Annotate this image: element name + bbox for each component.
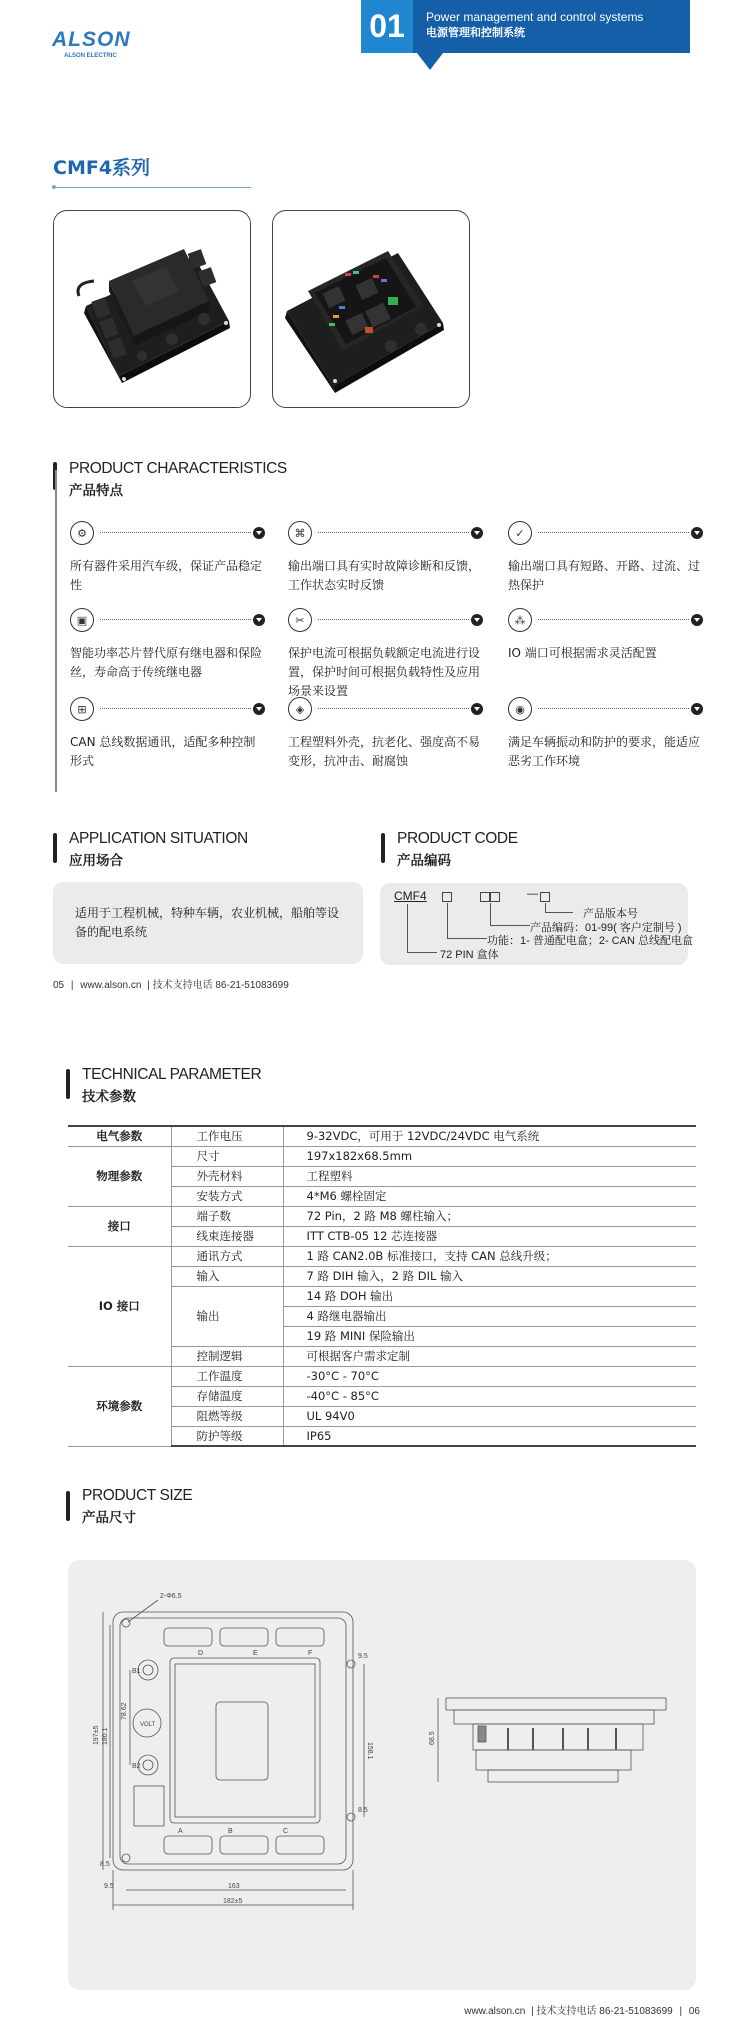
code-dash: — [527, 888, 538, 900]
page-footer-left [53, 976, 289, 991]
leader-line [490, 925, 530, 926]
feature-item [288, 697, 483, 771]
param-cell: 阻燃等级 [171, 1406, 283, 1426]
chevron-down-icon [471, 527, 483, 539]
connector-d [164, 1628, 212, 1646]
feature-text: 输出端口具有实时故障诊断和反馈，工作状态实时反馈 [288, 559, 481, 592]
chevron-down-icon [253, 703, 265, 715]
dim-total-height: 197±5 [93, 1725, 100, 1745]
code-label-pins: 72 PIN 盒体 [440, 949, 499, 961]
side-stud [478, 1726, 486, 1742]
feature-item [70, 521, 265, 595]
feature-text: CAN 总线数据通讯，适配多种控制形式 [70, 735, 256, 768]
stud-b2-core [143, 1760, 153, 1770]
feature-item [508, 697, 703, 771]
side-view-base [488, 1770, 618, 1782]
param-cell: 安装方式 [171, 1186, 283, 1206]
gear-chip-icon: ⚙ [70, 521, 94, 545]
value-cell: 1 路 CAN2.0B 标准接口，支持 CAN 总线升级； [283, 1246, 696, 1266]
size-drawing-panel [68, 1560, 696, 1990]
mount-hole [347, 1813, 355, 1821]
param-cell: 通讯方式 [171, 1246, 283, 1266]
param-cell: 工作电压 [171, 1126, 283, 1146]
can-bus-icon: ⊞ [70, 697, 94, 721]
code-slot-function [442, 892, 452, 902]
section-accent-bar [66, 1069, 70, 1099]
value-cell: 9-32VDC，可用于 12VDC/24VDC 电气系统 [283, 1126, 696, 1146]
application-title-en: APPLICATION SITUATION [69, 830, 248, 847]
connector-f [276, 1628, 324, 1646]
application-text: 适用于工程机械，特种车辆，农业机械，船舶等设备的配电系统 [75, 906, 340, 939]
technical-title-cn: 技术参数 [82, 1089, 136, 1105]
lid-outline [170, 1658, 320, 1823]
product-code-title-cn: 产品编码 [397, 853, 451, 869]
dim-offset-right: 8.5 [358, 1807, 368, 1814]
connector-e [220, 1628, 268, 1646]
dim-right-span: 158.1 [366, 1742, 373, 1760]
section-vertical-line [55, 470, 57, 792]
param-cell: 端子数 [171, 1206, 283, 1226]
leader-line [407, 952, 437, 953]
feature-text: 智能功率芯片替代原有继电器和保险丝，寿命高于传统继电器 [70, 646, 263, 679]
table-row [68, 1246, 696, 1266]
feature-item [508, 608, 703, 663]
value-cell: 197x182x68.5mm [283, 1146, 696, 1166]
dotted-divider [100, 532, 251, 533]
feature-text: 工程塑料外壳，抗老化、强度高不易变形，抗冲击、耐腐蚀 [288, 735, 481, 768]
product-photo-open [272, 210, 470, 408]
dotted-divider [538, 532, 689, 533]
product-code-heading [397, 830, 518, 869]
footer-separator: | [679, 2006, 683, 2017]
code-prefix: CMF4 [394, 889, 427, 903]
size-title-cn: 产品尺寸 [82, 1510, 136, 1526]
feature-item [508, 521, 703, 595]
feature-item [288, 608, 483, 701]
page-number: 06 [688, 2006, 700, 2017]
product-open-image [273, 211, 470, 408]
dim-hole: 2-Φ6.5 [160, 1593, 182, 1600]
product-code-title-en: PRODUCT CODE [397, 830, 518, 847]
marker-a: A [178, 1828, 183, 1835]
mount-hole [122, 1854, 130, 1862]
leader-line [447, 938, 487, 939]
marker-b: B [228, 1828, 233, 1835]
dim-offset-left: 9.5 [104, 1883, 114, 1890]
value-cell: 可根据客户需求定制 [283, 1346, 696, 1366]
label-area [216, 1702, 268, 1780]
value-cell: IP65 [283, 1426, 696, 1446]
code-label-version: 产品版本号 [583, 908, 638, 920]
support-phone: | 技术支持电话 86-21-51083699 [531, 2006, 673, 2017]
section-accent-bar [381, 833, 385, 863]
leader-line [490, 903, 491, 926]
stud-b1-core [143, 1665, 153, 1675]
group-cell: 电气参数 [68, 1126, 171, 1146]
marker-d: D [198, 1650, 204, 1657]
dim-total-width: 182±5 [223, 1898, 243, 1905]
chevron-down-icon [253, 614, 265, 626]
param-cell: 存储温度 [171, 1386, 283, 1406]
feature-text: 保护电流可根据负载额定电流进行设置，保护时间可根据负载特性及应用场景来设置 [288, 646, 481, 698]
value-cell: 工程塑料 [283, 1166, 696, 1186]
feature-item [288, 521, 483, 595]
connector-b [220, 1836, 268, 1854]
technical-heading [82, 1066, 261, 1105]
stud-b1 [138, 1660, 158, 1680]
value-cell: 4 路继电器输出 [283, 1306, 696, 1326]
website-link[interactable]: www.alson.cn [464, 2006, 526, 2017]
section-accent-bar [53, 833, 57, 863]
banner-title-cn: 电源管理和控制系统 [426, 26, 525, 39]
value-cell: 7 路 DIH 输入，2 路 DIL 输入 [283, 1266, 696, 1286]
title-underline [53, 187, 251, 188]
shield-target-icon: ◉ [508, 697, 532, 721]
marker-f: F [308, 1650, 313, 1657]
dotted-divider [538, 708, 689, 709]
top-view-outline [113, 1612, 353, 1870]
leader-line [447, 903, 448, 939]
section-accent-bar [66, 1491, 70, 1521]
side-view-connectors [473, 1724, 643, 1750]
marker-c: C [283, 1828, 289, 1835]
dotted-divider [318, 708, 469, 709]
code-slot-customer-1 [480, 892, 490, 902]
dim-stud-span: 78.62 [121, 1702, 128, 1720]
chevron-down-icon [471, 614, 483, 626]
banner-title-en: Power management and control systems [426, 10, 644, 24]
stud-b2 [138, 1755, 158, 1775]
value-cell: UL 94V0 [283, 1406, 696, 1426]
size-heading [82, 1487, 192, 1526]
characteristics-title-cn: 产品特点 [69, 483, 123, 499]
feature-item [70, 608, 265, 682]
banner-number: 01 [361, 0, 413, 53]
param-cell: 线束连接器 [171, 1226, 283, 1246]
value-cell: ITT CTB-05 12 芯连接器 [283, 1226, 696, 1246]
code-label-customer: 产品编码：01-99( 客户定制号 ) [530, 922, 682, 934]
feature-text: IO 端口可根据需求灵活配置 [508, 646, 657, 660]
alson-logo [52, 28, 152, 59]
group-cell: 物理参数 [68, 1146, 171, 1206]
param-cell: 控制逻辑 [171, 1346, 283, 1366]
feature-item [70, 697, 265, 771]
tools-icon: ✂ [288, 608, 312, 632]
side-view-lid [476, 1750, 631, 1770]
mount-hole [122, 1619, 130, 1627]
value-cell: 19 路 MINI 保险输出 [283, 1326, 696, 1346]
dotted-divider [318, 619, 469, 620]
value-cell: 4*M6 螺栓固定 [283, 1186, 696, 1206]
dim-offset-top: 9.5 [358, 1653, 368, 1660]
leader-line [407, 904, 408, 953]
cable-block [134, 1786, 164, 1826]
footer-separator: | [70, 980, 74, 991]
connector-c [276, 1836, 324, 1854]
dotted-divider [318, 532, 469, 533]
banner-pointer [417, 53, 443, 70]
table-row [68, 1206, 696, 1226]
chevron-down-icon [691, 527, 703, 539]
banner-body [413, 0, 690, 53]
group-cell: IO 接口 [68, 1246, 171, 1366]
characteristics-heading [69, 460, 287, 499]
value-cell: -40°C - 85°C [283, 1386, 696, 1406]
value-cell: 72 Pin，2 路 M8 螺柱输入； [283, 1206, 696, 1226]
chevron-down-icon [253, 527, 265, 539]
table-row [68, 1366, 696, 1386]
table-row [68, 1146, 696, 1166]
application-heading [69, 830, 248, 869]
dotted-divider [100, 708, 251, 709]
lid-inner [175, 1664, 315, 1817]
chevron-down-icon [471, 703, 483, 715]
dim-inner-height: 180.1 [102, 1727, 109, 1745]
value-cell: -30°C - 70°C [283, 1366, 696, 1386]
hole-leader [128, 1600, 158, 1622]
application-box [53, 882, 363, 964]
dim-offset-bottom: 8.5 [100, 1861, 110, 1868]
code-slot-customer-2 [490, 892, 500, 902]
technical-parameter-table [68, 1125, 696, 1447]
page-footer-right [464, 2002, 700, 2017]
marker-e: E [253, 1650, 258, 1657]
feature-text: 所有器件采用汽车级，保证产品稳定性 [70, 559, 263, 592]
cube-box-icon: ◈ [288, 697, 312, 721]
support-phone: | 技术支持电话 86-21-51083699 [147, 980, 289, 991]
param-cell: 尺寸 [171, 1146, 283, 1166]
application-title-cn: 应用场合 [69, 853, 123, 869]
logo-subtitle: ALSON ELECTRIC [64, 53, 117, 59]
connector-a [164, 1836, 212, 1854]
size-title-en: PRODUCT SIZE [82, 1487, 193, 1504]
param-cell: 防护等级 [171, 1426, 283, 1446]
param-cell: 输入 [171, 1266, 283, 1286]
dimension-drawing [68, 1560, 696, 1990]
technical-title-en: TECHNICAL PARAMETER [82, 1066, 262, 1083]
series-title: CMF4系列 [53, 157, 151, 179]
volt-label: VOLT [140, 1722, 156, 1728]
page-number: 05 [53, 980, 65, 991]
table-row [68, 1126, 696, 1146]
leader-line [545, 912, 573, 913]
shield-check-icon: ✓ [508, 521, 532, 545]
feature-text: 满足车辆振动和防护的要求，能适应恶劣工作环境 [508, 735, 701, 768]
code-label-function: 功能：1- 普通配电盒；2- CAN 总线配电盒 [487, 935, 693, 947]
feature-text: 输出端口具有短路、开路、过流、过热保护 [508, 559, 701, 592]
param-cell: 输出 [171, 1286, 283, 1346]
dotted-divider [538, 619, 689, 620]
mount-hole [347, 1660, 355, 1668]
code-slot-version [540, 892, 550, 902]
dim-side-height: 68.5 [429, 1731, 436, 1745]
dotted-divider [100, 619, 251, 620]
side-view-flange [446, 1698, 666, 1710]
value-cell: 14 路 DOH 输出 [283, 1286, 696, 1306]
logo-wordmark: ALSON [52, 28, 131, 51]
network-nodes-icon: ⁂ [508, 608, 532, 632]
param-cell: 外壳材料 [171, 1166, 283, 1186]
section-banner [361, 0, 690, 53]
chevron-down-icon [691, 703, 703, 715]
side-view-body-top [454, 1710, 654, 1724]
power-chip-icon: ▣ [70, 608, 94, 632]
group-cell: 接口 [68, 1206, 171, 1246]
router-icon: ⌘ [288, 521, 312, 545]
product-code-box [380, 883, 693, 965]
dim-inner-width: 163 [228, 1883, 240, 1890]
chevron-down-icon [691, 614, 703, 626]
marker-b2: B2 [132, 1763, 141, 1770]
product-closed-image [54, 211, 251, 408]
product-photo-closed [53, 210, 251, 408]
param-cell: 工作温度 [171, 1366, 283, 1386]
characteristics-title-en: PRODUCT CHARACTERISTICS [69, 460, 287, 477]
website-link[interactable]: www.alson.cn [80, 980, 142, 991]
group-cell: 环境参数 [68, 1366, 171, 1446]
marker-b1: B1 [132, 1668, 141, 1675]
